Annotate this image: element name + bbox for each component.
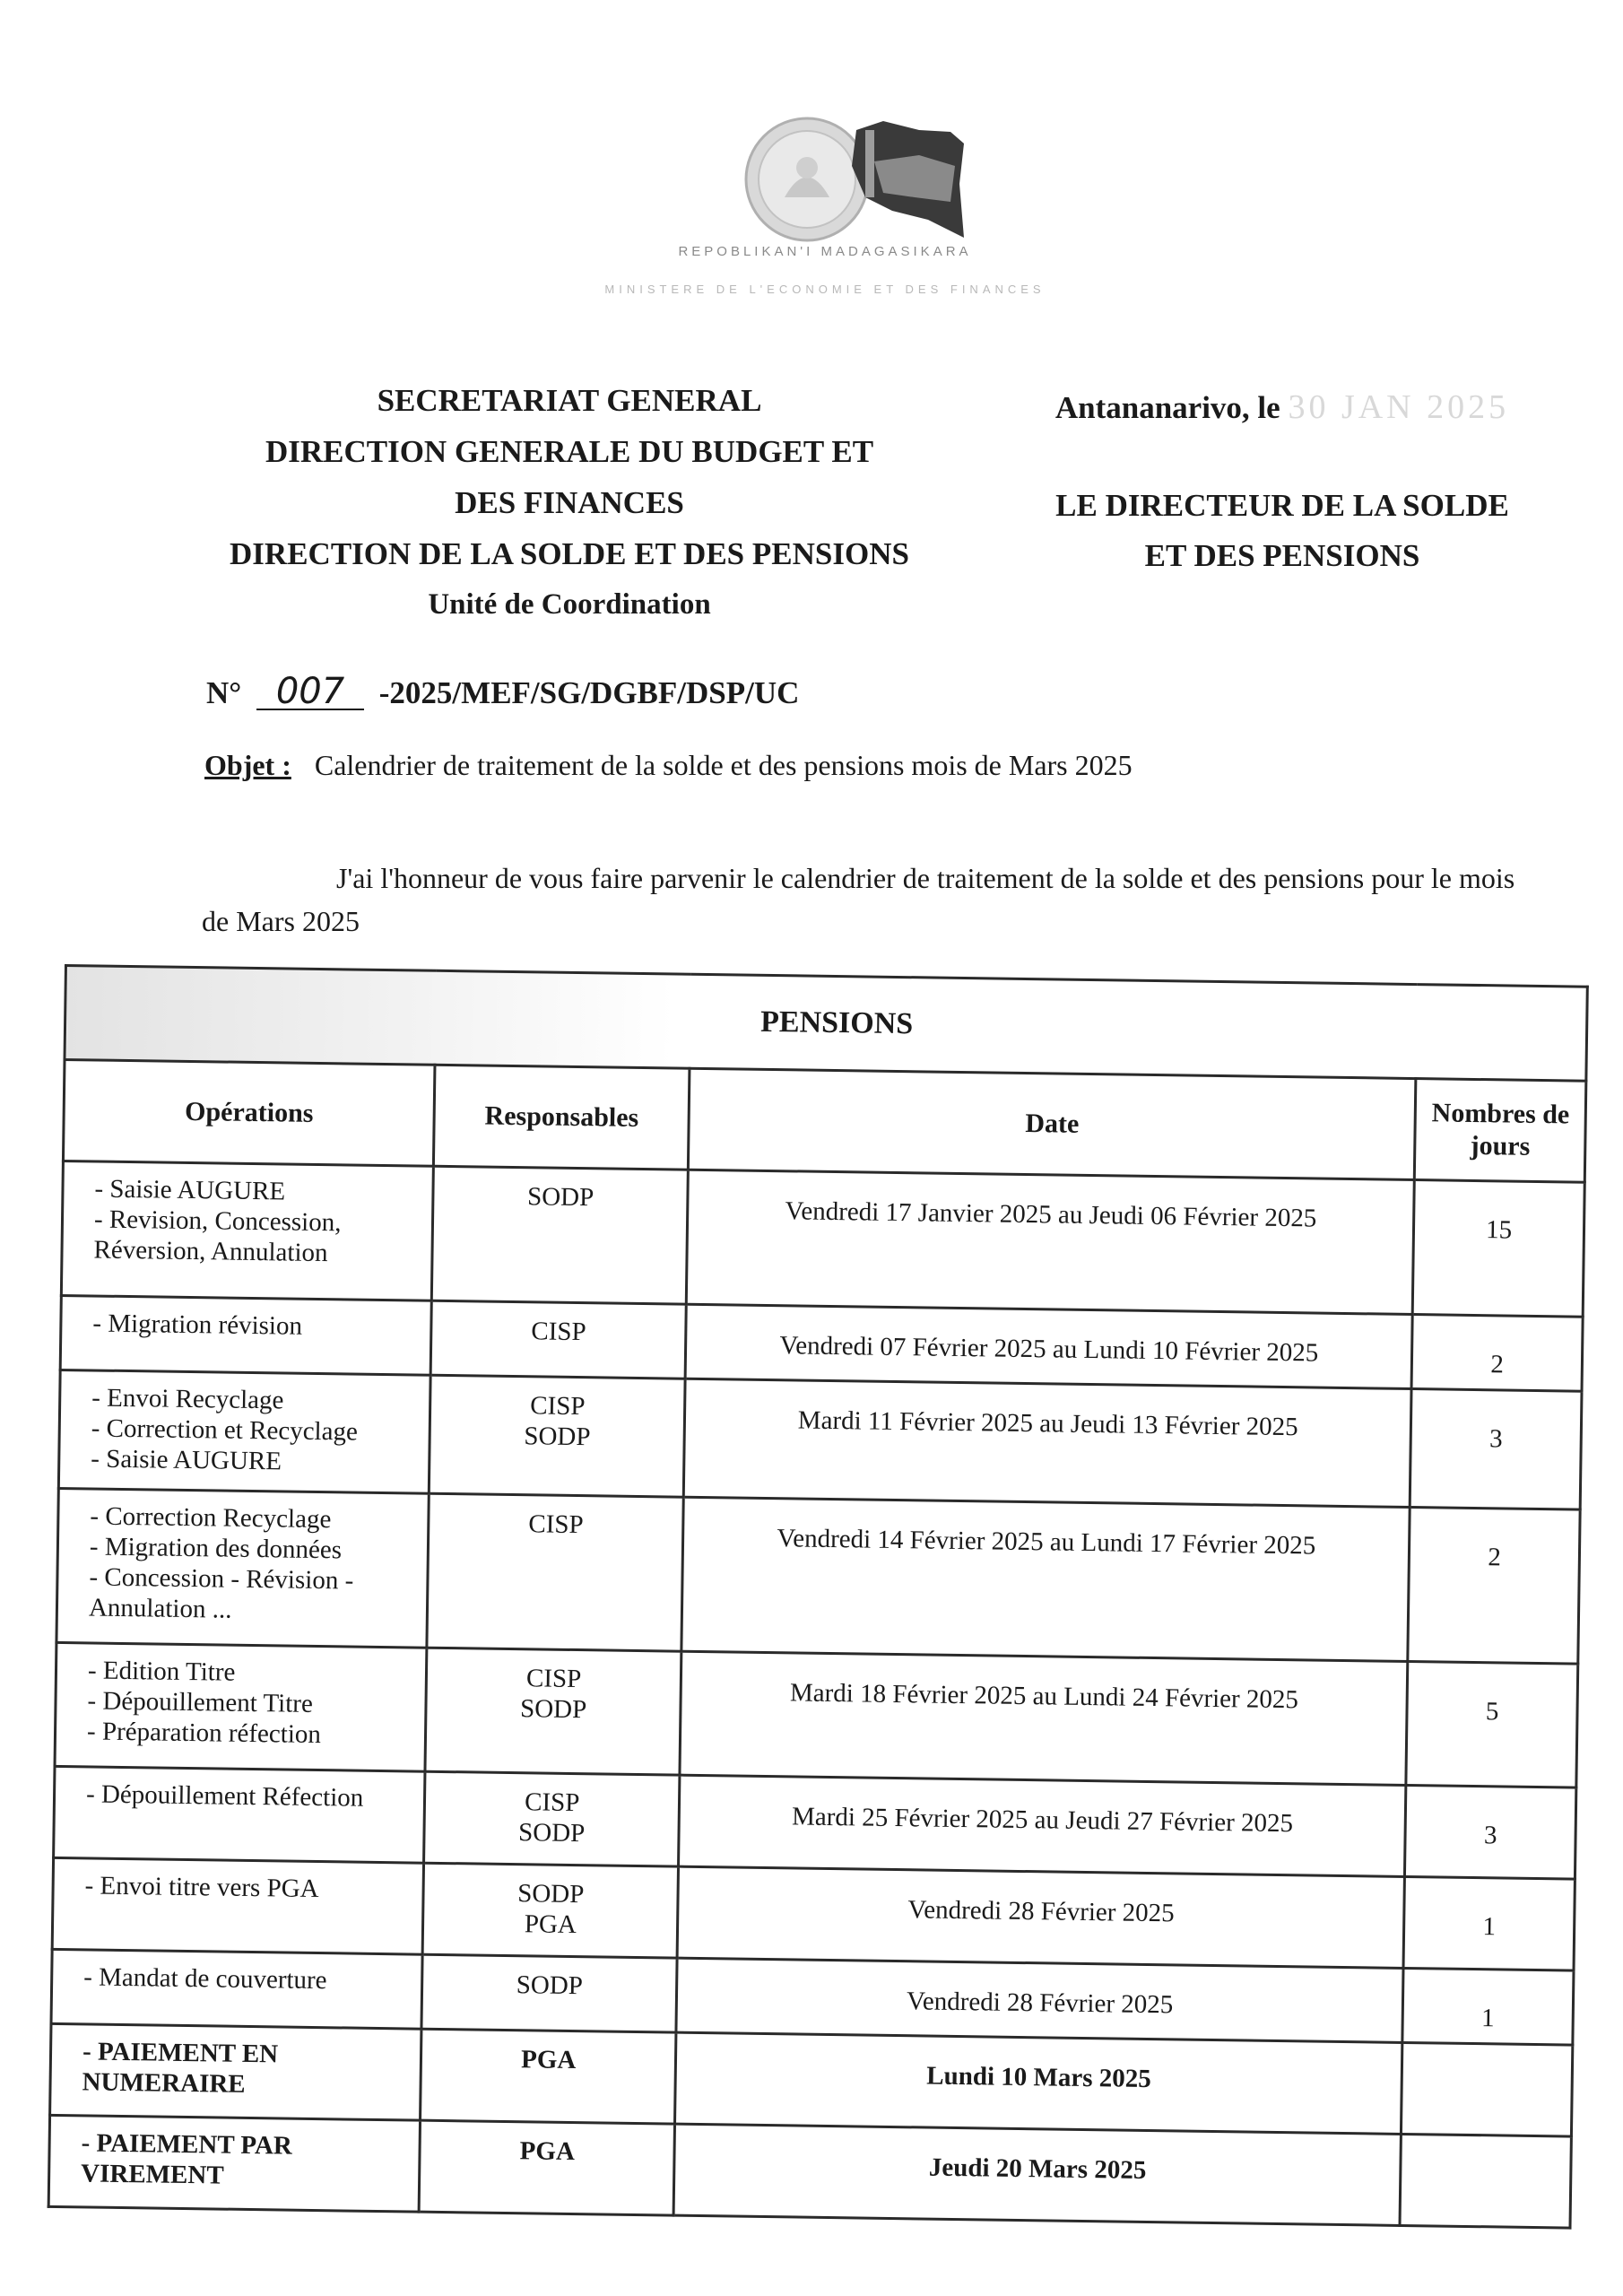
responsable-item: SODP	[524, 1422, 591, 1452]
date-cell: Mardi 11 Février 2025 au Jeudi 13 Février 2025	[684, 1378, 1412, 1507]
sender-line: DIRECTION GENERALE DU BUDGET ET	[265, 434, 874, 469]
operations-cell	[50, 2023, 422, 2120]
responsables-cell	[422, 1863, 678, 1958]
days-cell: 5	[1406, 1661, 1578, 1787]
date-cell: Vendredi 07 Février 2025 au Lundi 10 Février 2025	[685, 1304, 1412, 1388]
operation-item: - Concession - Révision -	[89, 1562, 354, 1596]
responsables-cell	[421, 2029, 676, 2124]
table-row	[58, 1370, 1582, 1509]
subject-line	[204, 749, 1133, 782]
operation-item: - Correction et Recyclage	[91, 1413, 359, 1447]
republic-name: REPOBLIKAN'I MADAGASIKARA	[678, 244, 972, 259]
operations-cell	[55, 1642, 427, 1771]
date-cell: Vendredi 17 Janvier 2025 au Jeudi 06 Février 2025	[687, 1170, 1415, 1314]
reference-prefix: N°	[206, 675, 242, 710]
days-cell	[1400, 2134, 1571, 2228]
operation-item: - Dépouillement Réfection	[85, 1779, 364, 1813]
responsable-item: PGA	[520, 2045, 577, 2075]
header-days: Nombres de jours	[1415, 1079, 1586, 1183]
responsable-item: CISP	[528, 1509, 584, 1540]
place-date	[1031, 387, 1533, 427]
subject-text: Calendrier de traitement de la solde et des pensions mois de Mars 2025	[314, 749, 1133, 781]
days-cell: 2	[1411, 1315, 1583, 1392]
responsables-cell	[424, 1771, 680, 1866]
operations-cell	[48, 2115, 421, 2212]
recipient-title-line: ET DES PENSIONS	[1144, 538, 1420, 573]
header-operations: Opérations	[63, 1060, 435, 1167]
date-cell: Vendredi 28 Février 2025	[677, 1866, 1404, 1968]
operations-cell	[60, 1295, 431, 1375]
operation-item: - Edition Titre	[87, 1656, 236, 1687]
responsable-item: CISP	[525, 1664, 582, 1694]
operation-item: - Migration révision	[92, 1309, 303, 1341]
days-cell: 1	[1403, 1876, 1575, 1970]
operation-item: - Correction Recyclage	[90, 1501, 332, 1535]
operation-item: - Envoi Recyclage	[91, 1383, 284, 1415]
pensions-calendar-table	[48, 964, 1589, 2230]
date-cell: Jeudi 20 Mars 2025	[673, 2124, 1401, 2225]
responsable-item: SODP	[526, 1182, 595, 1213]
header-date: Date	[689, 1068, 1417, 1179]
days-cell: 15	[1412, 1180, 1584, 1318]
operation-item: - Migration des données	[89, 1532, 343, 1565]
responsables-cell	[421, 1954, 677, 2032]
date-cell: Lundi 10 Mars 2025	[675, 2032, 1402, 2134]
days-cell: 2	[1408, 1508, 1580, 1665]
operation-item: - Revision, Concession,	[93, 1205, 342, 1238]
operations-cell	[61, 1161, 433, 1300]
sender-unit: Unité de Coordination	[428, 588, 711, 621]
date-cell: Vendredi 28 Février 2025	[676, 1958, 1403, 2042]
republic-emblem-logo	[740, 112, 991, 247]
responsable-item: SODP	[516, 1970, 584, 2001]
operations-cell	[54, 1766, 426, 1863]
responsables-cell	[430, 1375, 686, 1497]
operation-item: - Dépouillement Titre	[87, 1686, 314, 1718]
sender-line: SECRETARIAT GENERAL	[377, 383, 762, 418]
responsable-item: SODP	[516, 1879, 585, 1909]
operation-item: - PAIEMENT PAR	[81, 2128, 293, 2161]
operation-item: - Saisie AUGURE	[94, 1174, 286, 1206]
days-cell: 3	[1405, 1785, 1576, 1879]
date-cell: Mardi 18 Février 2025 au Lundi 24 Février 2025	[680, 1651, 1408, 1785]
intro-paragraph: J'ai l'honneur de vous faire parvenir le calendrier de traitement de la solde et des pensions pour le mois de Mars 2025	[202, 862, 1515, 937]
operation-item: NUMERAIRE	[82, 2067, 246, 2099]
operations-cell	[52, 1857, 424, 1954]
reference-code: -2025/MEF/SG/DGBF/DSP/UC	[378, 675, 800, 710]
sender-block	[179, 375, 959, 631]
recipient-title-line: LE DIRECTEUR DE LA SOLDE	[1055, 488, 1509, 523]
operation-item: Annulation ...	[88, 1593, 232, 1624]
subject-label: Objet :	[204, 749, 291, 781]
operation-item: VIREMENT	[80, 2159, 224, 2190]
operation-item: - Envoi titre vers PGA	[84, 1871, 319, 1904]
table-row	[61, 1161, 1584, 1317]
operation-item: Réversion, Annulation	[93, 1235, 328, 1268]
sender-line: DES FINANCES	[455, 485, 684, 520]
responsable-item: PGA	[519, 2136, 576, 2167]
handwritten-number: 007	[256, 674, 364, 710]
table-title: PENSIONS	[65, 966, 1587, 1082]
date-cell: Mardi 25 Février 2025 au Jeudi 27 Février 2025	[679, 1775, 1406, 1876]
responsable-item: CISP	[524, 1787, 580, 1818]
table-row	[56, 1488, 1580, 1664]
sender-line: DIRECTION DE LA SOLDE ET DES PENSIONS	[230, 536, 909, 571]
date-cell: Vendredi 14 Février 2025 au Lundi 17 Février 2025	[681, 1497, 1410, 1661]
header-responsables: Responsables	[434, 1065, 690, 1170]
responsables-cell	[425, 1648, 681, 1775]
operation-item: - PAIEMENT EN	[82, 2037, 279, 2069]
operation-item: - Saisie AUGURE	[91, 1444, 282, 1476]
operations-cell	[51, 1949, 422, 2029]
responsables-cell	[432, 1166, 689, 1304]
days-cell: 1	[1402, 1968, 1574, 2045]
recipient-block	[1031, 387, 1533, 581]
responsable-item: SODP	[519, 1694, 587, 1725]
ministry-name: MINISTERE DE L'ECONOMIE ET DES FINANCES	[604, 283, 1046, 296]
operations-cell	[58, 1370, 430, 1493]
operations-cell	[56, 1488, 430, 1648]
days-cell: 3	[1410, 1389, 1582, 1510]
responsables-cell	[427, 1493, 683, 1651]
days-cell	[1402, 2042, 1573, 2136]
date-stamp: 30 JAN 2025	[1288, 388, 1510, 426]
responsables-cell	[430, 1300, 686, 1378]
operation-item: - Mandat de couverture	[83, 1962, 327, 1996]
responsable-item: SODP	[517, 1818, 586, 1848]
responsable-item: PGA	[524, 1909, 577, 1940]
city-label: Antananarivo, le	[1055, 390, 1280, 425]
responsable-item: CISP	[530, 1391, 586, 1422]
responsables-cell	[419, 2120, 674, 2215]
responsable-item: CISP	[531, 1317, 586, 1347]
operation-item: - Préparation réfection	[86, 1717, 322, 1750]
table-row	[55, 1642, 1578, 1787]
reference-number	[206, 671, 800, 712]
